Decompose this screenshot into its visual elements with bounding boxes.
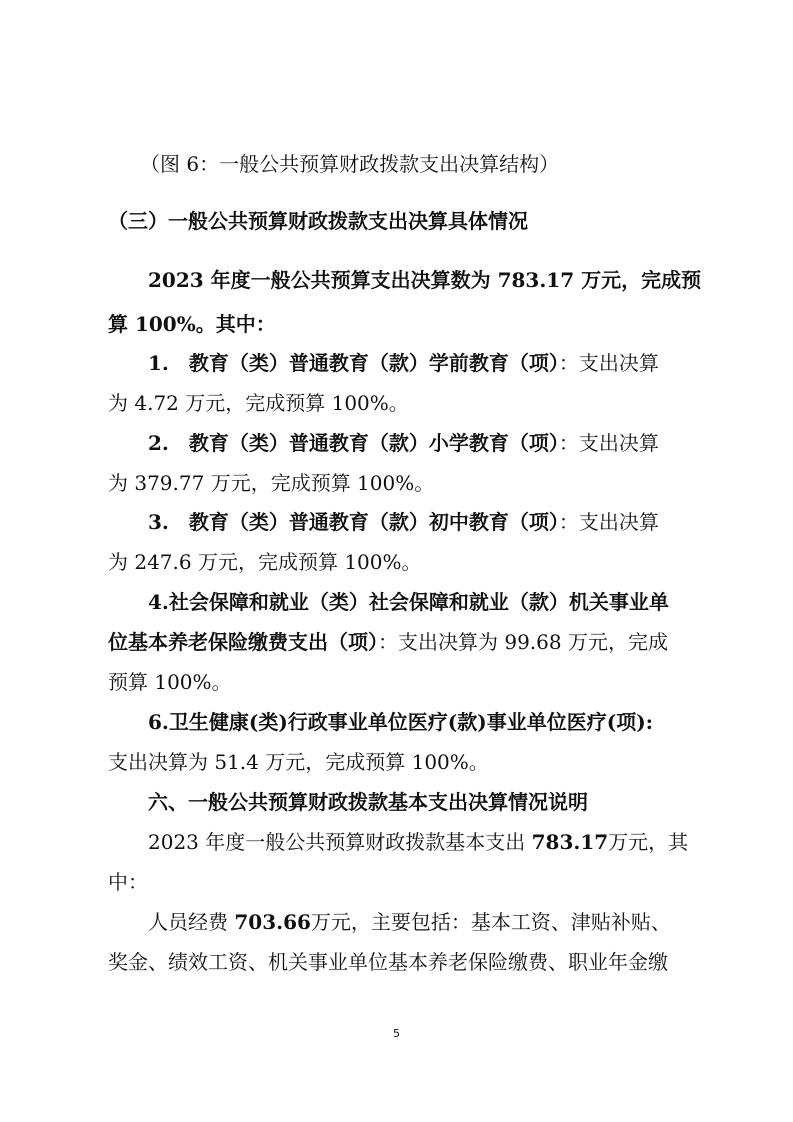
personnel-line-2: 奖金、绩效工资、机关事业单位基本养老保险缴费、职业年金缴 [108,950,668,974]
item-6-line-1: 6.卫生健康(类)行政事业单位医疗(款)事业单位医疗(项): [148,710,654,734]
basic-line-1 [148,828,688,856]
item-6-line-2: 支出决算为 51.4 万元，完成预算 100%。 [108,750,489,774]
personnel-line-1 [148,908,671,936]
section-heading-3: （三）一般公共预算财政拨款支出决算具体情况 [108,209,528,233]
item-2-title: 2. 教育（类）普通教育（款）小学教育（项） [148,431,559,455]
personnel-amount: 703.66 [234,910,311,934]
basic-amount: 783.17 [531,830,609,854]
section-heading-6: 六、一般公共预算财政拨款基本支出决算情况说明 [148,790,588,814]
item-4-tail: ：支出决算为 99.68 万元，完成 [378,630,668,654]
item-1-tail: ：支出决算 [558,351,659,375]
summary-line-1: 2023 年度一般公共预算支出决算数为 783.17 万元，完成预 [148,268,702,292]
basic-line-2: 中： [108,870,148,894]
item-4-line-1: 4.社会保障和就业（类）社会保障和就业（款）机关事业单 [148,590,669,614]
item-3-line-2: 为 247.6 万元，完成预算 100%。 [108,550,422,574]
figure-caption: （图 6：一般公共预算财政拨款支出决算结构） [140,152,560,176]
item-3-tail: ：支出决算 [558,510,659,534]
item-4-title-cont: 位基本养老保险缴费支出（项） [108,630,378,654]
summary-line-2: 算 100%。其中： [108,312,276,336]
item-2-line-2: 为 379.77 万元，完成预算 100%。 [108,471,435,495]
item-2-line-1 [148,429,659,457]
item-4-line-2 [108,628,668,656]
item-3-line-1 [148,508,659,536]
item-1-line-1 [148,349,659,377]
item-2-tail: ：支出决算 [558,431,659,455]
personnel-post: 万元，主要包括：基本工资、津贴补贴、 [310,910,671,934]
item-4-line-3: 预算 100%。 [108,670,232,694]
page-number: 5 [393,1027,400,1040]
item-3-title: 3. 教育（类）普通教育（款）初中教育（项） [148,510,559,534]
basic-pre: 2023 年度一般公共预算财政拨款基本支出 [148,830,532,854]
personnel-pre: 人员经费 [148,910,235,934]
item-1-title: 1. 教育（类）普通教育（款）学前教育（项） [148,351,559,375]
item-1-line-2: 为 4.72 万元，完成预算 100%。 [108,391,409,415]
basic-post: 万元，其 [608,830,689,854]
